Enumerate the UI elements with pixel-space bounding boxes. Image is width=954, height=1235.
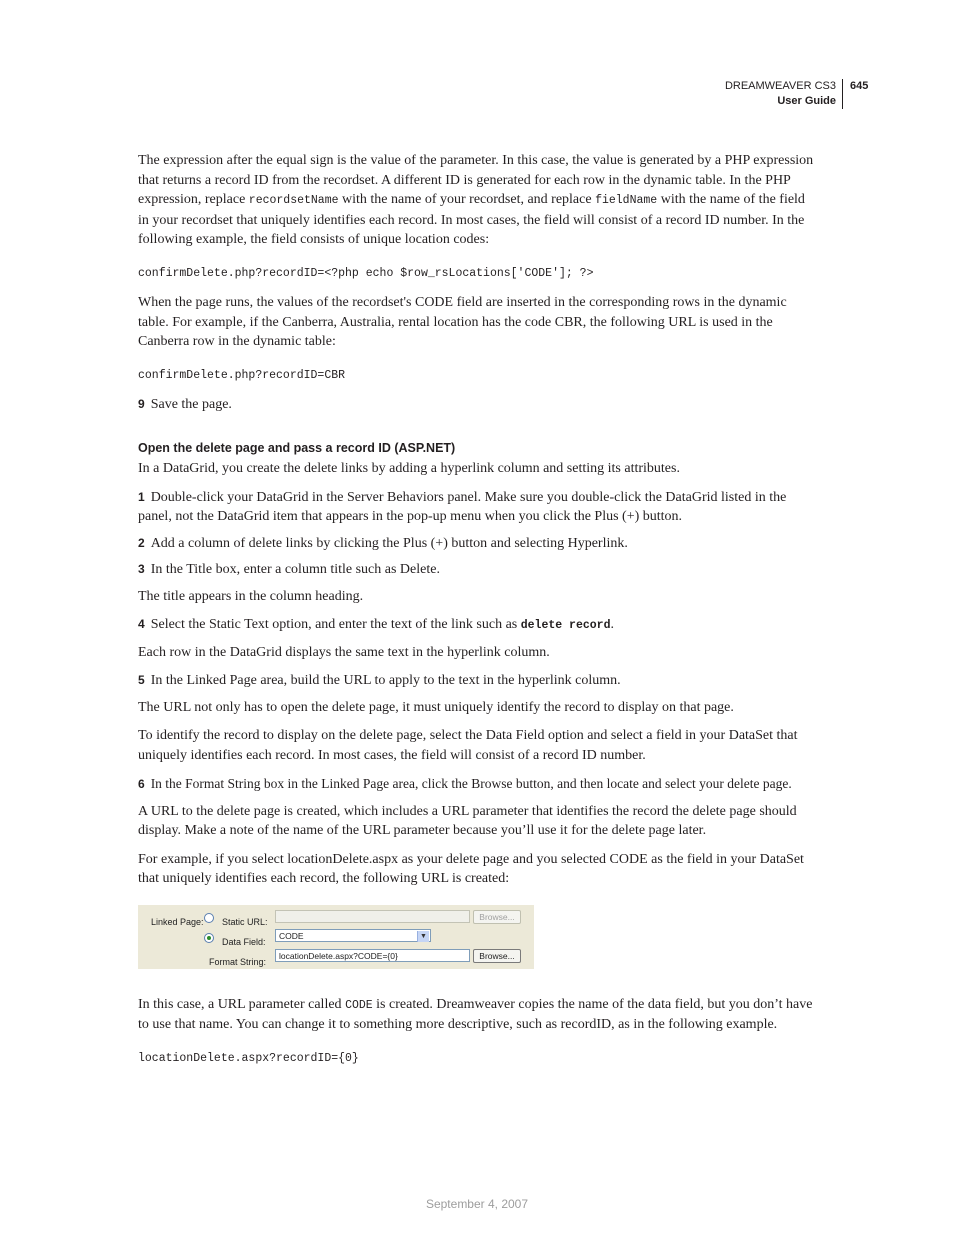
step-number: 4 <box>138 617 145 631</box>
data-field-radio[interactable] <box>204 933 214 943</box>
paragraph <box>138 151 818 250</box>
text-run: is created. Dreamweaver copies the name of the data field, but you don’t have to use that name. You can change it to something more descriptive, such as recordID, as in the following example. <box>138 996 813 1032</box>
code-example: confirmDelete.php?recordID=CBR <box>138 368 346 382</box>
step-number: 2 <box>138 535 145 550</box>
static-url-input[interactable] <box>275 910 470 923</box>
step-number: 5 <box>138 673 145 687</box>
step-text: In the Linked Page area, build the URL to apply to the text in the hyperlink column. <box>150 673 621 688</box>
running-header <box>725 79 843 109</box>
inline-code: fieldName <box>595 194 658 207</box>
text-run: with the name of the field in your recordset that uniquely identifies each record. In most cases, the field will consist of a record ID number. In the following example, the field consists of unique location codes: <box>138 192 805 247</box>
step-text: Save the page. <box>150 397 232 412</box>
linked-page-label: Linked Page: <box>151 916 204 927</box>
data-field-select[interactable] <box>275 929 431 942</box>
static-url-browse-button[interactable]: Browse... <box>473 910 521 924</box>
format-string-input[interactable]: locationDelete.aspx?CODE={0} <box>275 949 470 962</box>
inline-code: delete record <box>520 619 611 632</box>
text-run: with the name of your recordset, and replace <box>338 192 596 207</box>
step-text: In the Title box, enter a column title such as Delete. <box>150 562 440 577</box>
linked-page-dialog-screenshot <box>138 905 534 969</box>
step-number: 1 <box>138 489 145 504</box>
step-9 <box>138 395 818 415</box>
step-number: 6 <box>138 777 145 791</box>
inline-code: CODE <box>345 998 373 1012</box>
page-content <box>138 151 818 1078</box>
step-1 <box>138 488 818 527</box>
step-text: Select the Static Text option, and enter the text of the link such as <box>150 617 521 632</box>
paragraph: When the page runs, the values of the recordset's CODE field are inserted in the corresponding rows in the dynamic table. For example, if the Canberra, Australia, rental location has the code CBR, the following URL is used in the Canberra row in the dynamic table: <box>138 295 787 349</box>
paragraph: To identify the record to display on the delete page, select the Data Field option and select a field in your DataSet that uniquely identifies each record. In most cases, the field will consist of a record ID number. <box>138 728 798 763</box>
paragraph: The URL not only has to open the delete page, it must uniquely identify the record to display on that page. <box>138 699 734 715</box>
paragraph <box>138 995 818 1035</box>
data-field-value: CODE <box>279 930 304 941</box>
text-run: The expression after the equal sign is the value of the parameter. In this case, the value is generated by a PHP expression that returns a record ID from the recordset. A different ID is generated for each row in the dynamic table. In the PHP expression, replace <box>138 153 814 207</box>
step-number: 3 <box>138 562 145 576</box>
text-run: In this case, a URL parameter called <box>138 996 346 1012</box>
step-text: In the Format String box in the Linked Page area, click the Browse button, and then locate and select your delete page. <box>150 776 792 791</box>
inline-code: recordsetName <box>248 194 339 207</box>
static-url-radio[interactable] <box>204 913 214 923</box>
step-6 <box>138 774 818 795</box>
data-field-label: Data Field: <box>222 936 266 947</box>
paragraph: A URL to the delete page is created, which includes a URL parameter that identifies the record the delete page should display. Make a note of the name of the URL parameter because you’ll use it for the delete page later. <box>138 803 797 838</box>
format-string-browse-button[interactable]: Browse... <box>473 949 521 963</box>
paragraph: For example, if you select locationDelete.aspx as your delete page and you selected CODE as the field in your DataSet that uniquely identifies each record, the following URL is created: <box>138 851 804 886</box>
step-number: 9 <box>138 397 145 411</box>
step-3 <box>138 560 818 580</box>
paragraph: The title appears in the column heading. <box>138 588 364 604</box>
code-example: locationDelete.aspx?recordID={0} <box>138 1051 359 1065</box>
book-subtitle: User Guide <box>777 95 836 107</box>
paragraph: In a DataGrid, you create the delete links by adding a hyperlink column and setting its attributes. <box>138 461 680 476</box>
book-title: DREAMWEAVER CS3 <box>724 80 836 92</box>
step-4 <box>138 615 818 636</box>
code-example: confirmDelete.php?recordID=<?php echo $row_rsLocations['CODE']; ?> <box>138 266 594 280</box>
step-text: . <box>610 617 614 632</box>
step-5 <box>138 671 818 691</box>
format-string-label: Format String: <box>209 956 267 967</box>
step-text: Double-click your DataGrid in the Server Behaviors panel. Make sure you double-click the DataGrid listed in the panel, not the DataGrid item that appears in the pop-up menu when you click the Plus (+) button. <box>138 489 787 524</box>
static-url-label: Static URL: <box>222 916 268 927</box>
chevron-down-icon[interactable]: ▼ <box>417 931 429 942</box>
page-number: 645 <box>850 80 869 92</box>
paragraph: Each row in the DataGrid displays the same text in the hyperlink column. <box>138 644 550 660</box>
step-2 <box>138 534 818 554</box>
footer-date: September 4, 2007 <box>425 1197 529 1211</box>
section-heading: Open the delete page and pass a record ID (ASP.NET) <box>138 440 456 455</box>
step-text: Add a column of delete links by clicking the Plus (+) button and selecting Hyperlink. <box>150 535 628 551</box>
